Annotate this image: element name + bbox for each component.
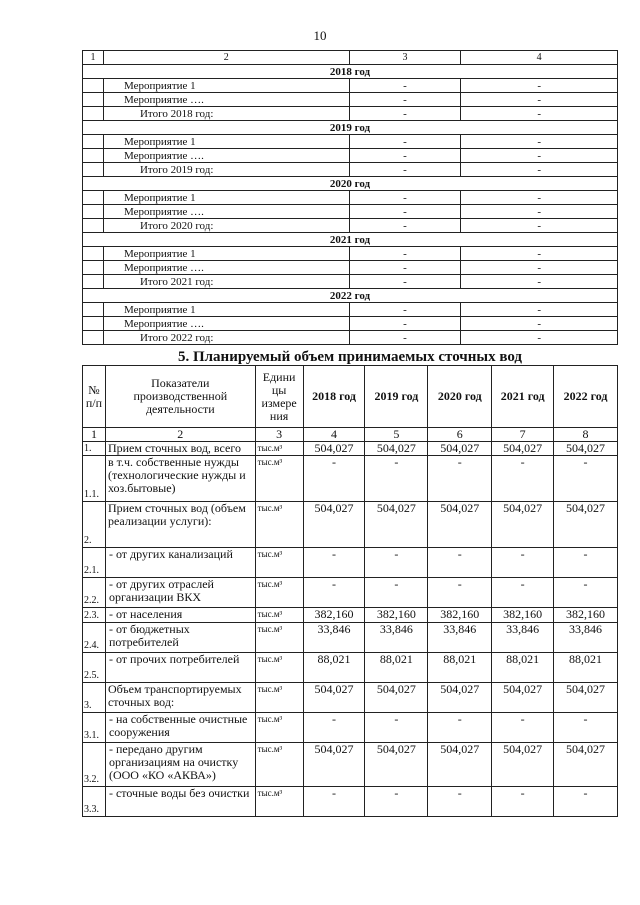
- header-year: 2022 год: [554, 366, 618, 428]
- row-value: 504,027: [303, 502, 365, 548]
- row-value: -: [365, 787, 428, 817]
- row-unit: тыс.м³: [255, 608, 303, 623]
- total-row: [83, 107, 618, 121]
- row-indicator: - от других канализаций: [105, 548, 255, 578]
- value-cell: -: [349, 261, 461, 275]
- row-unit: тыс.м³: [255, 713, 303, 743]
- row-value: 382,160: [554, 608, 618, 623]
- value-cell: -: [461, 107, 618, 121]
- row-unit: тыс.м³: [255, 653, 303, 683]
- value-cell: -: [461, 317, 618, 331]
- row-value: -: [554, 578, 618, 608]
- measure-name: Мероприятие ….: [103, 317, 349, 331]
- row-value: -: [428, 713, 492, 743]
- column-number-row: [83, 428, 618, 442]
- value-cell: -: [349, 331, 461, 345]
- row-value: 504,027: [554, 683, 618, 713]
- row-value: 504,027: [303, 743, 365, 787]
- row-number: 1.: [83, 442, 106, 456]
- value-cell: -: [461, 247, 618, 261]
- measure-row: [83, 261, 618, 275]
- value-cell: -: [461, 275, 618, 289]
- measure-name: Итого 2022 год:: [103, 331, 349, 345]
- value-cell: -: [349, 205, 461, 219]
- value-cell: -: [349, 107, 461, 121]
- table-row: [83, 578, 618, 608]
- column-number: 8: [554, 428, 618, 442]
- row-value: -: [554, 548, 618, 578]
- row-value: 382,160: [428, 608, 492, 623]
- column-number: 6: [428, 428, 492, 442]
- row-unit: тыс.м³: [255, 787, 303, 817]
- value-cell: -: [349, 219, 461, 233]
- header-year: 2018 год: [303, 366, 365, 428]
- row-value: 504,027: [428, 442, 492, 456]
- row-value: 382,160: [303, 608, 365, 623]
- row-value: -: [303, 456, 365, 502]
- value-cell: -: [349, 317, 461, 331]
- table-row: [83, 608, 618, 623]
- header-year: 2021 год: [492, 366, 554, 428]
- row-number: 2.5.: [83, 653, 106, 683]
- row-value: -: [303, 713, 365, 743]
- value-cell: -: [349, 163, 461, 177]
- empty-cell: [83, 317, 104, 331]
- total-row: [83, 331, 618, 345]
- column-number: 5: [365, 428, 428, 442]
- row-value: 382,160: [365, 608, 428, 623]
- table-header-row: [83, 366, 618, 428]
- row-unit: тыс.м³: [255, 683, 303, 713]
- row-value: -: [428, 456, 492, 502]
- measure-row: [83, 303, 618, 317]
- table-row: [83, 743, 618, 787]
- value-cell: -: [461, 303, 618, 317]
- row-value: 504,027: [492, 502, 554, 548]
- table-row: [83, 653, 618, 683]
- empty-cell: [83, 219, 104, 233]
- row-number: 2.2.: [83, 578, 106, 608]
- row-value: 504,027: [554, 442, 618, 456]
- value-cell: -: [349, 275, 461, 289]
- row-indicator: - от бюджетных потребителей: [105, 623, 255, 653]
- row-indicator: - от населения: [105, 608, 255, 623]
- table-row: [83, 548, 618, 578]
- table-header-row: [83, 51, 618, 65]
- row-value: -: [303, 787, 365, 817]
- row-unit: тыс.м³: [255, 442, 303, 456]
- measure-row: [83, 317, 618, 331]
- measure-name: Мероприятие 1: [103, 79, 349, 93]
- row-value: 33,846: [492, 623, 554, 653]
- value-cell: -: [461, 205, 618, 219]
- header-cell: 2: [103, 51, 349, 65]
- table-row: [83, 683, 618, 713]
- row-value: 88,021: [428, 653, 492, 683]
- year-row: [83, 233, 618, 247]
- row-value: 504,027: [428, 502, 492, 548]
- measure-name: Мероприятие 1: [103, 135, 349, 149]
- empty-cell: [83, 275, 104, 289]
- measure-name: Мероприятие ….: [103, 205, 349, 219]
- row-value: 504,027: [554, 502, 618, 548]
- row-value: 504,027: [492, 442, 554, 456]
- table-row: [83, 787, 618, 817]
- row-number: 2.4.: [83, 623, 106, 653]
- row-value: 504,027: [428, 743, 492, 787]
- year-heading: 2021 год: [83, 233, 618, 247]
- row-value: -: [554, 787, 618, 817]
- header-cell: 3: [349, 51, 461, 65]
- row-value: 88,021: [492, 653, 554, 683]
- row-value: -: [303, 548, 365, 578]
- year-row: [83, 121, 618, 135]
- row-value: 88,021: [303, 653, 365, 683]
- row-value: -: [365, 578, 428, 608]
- row-indicator: - от других отраслей организации ВКХ: [105, 578, 255, 608]
- row-unit: тыс.м³: [255, 548, 303, 578]
- table-row: [83, 442, 618, 456]
- value-cell: -: [461, 93, 618, 107]
- row-value: -: [492, 578, 554, 608]
- row-indicator: Объем транспортируемых сточных вод:: [105, 683, 255, 713]
- measure-name: Итого 2018 год:: [103, 107, 349, 121]
- measure-name: Мероприятие ….: [103, 261, 349, 275]
- section-5-title: 5. Планируемый объем принимаемых сточных вод: [177, 349, 523, 365]
- row-unit: тыс.м³: [255, 502, 303, 548]
- table-row: [83, 623, 618, 653]
- header-unit: Едини цы измере ния: [255, 366, 303, 428]
- row-indicator: Прием сточных вод, всего: [105, 442, 255, 456]
- empty-cell: [83, 149, 104, 163]
- measure-row: [83, 93, 618, 107]
- value-cell: -: [349, 149, 461, 163]
- year-row: [83, 289, 618, 303]
- value-cell: -: [349, 247, 461, 261]
- table-row: [83, 502, 618, 548]
- row-number: 3.: [83, 683, 106, 713]
- row-value: 88,021: [554, 653, 618, 683]
- row-value: 33,846: [554, 623, 618, 653]
- header-no: № п/п: [83, 366, 106, 428]
- row-indicator: Прием сточных вод (объем реализации услуги):: [105, 502, 255, 548]
- measure-name: Итого 2019 год:: [103, 163, 349, 177]
- column-number: 3: [255, 428, 303, 442]
- empty-cell: [83, 205, 104, 219]
- row-value: 504,027: [303, 683, 365, 713]
- row-indicator: - на собственные очистные сооружения: [105, 713, 255, 743]
- measure-row: [83, 205, 618, 219]
- value-cell: -: [461, 163, 618, 177]
- row-value: -: [303, 578, 365, 608]
- header-cell: 4: [461, 51, 618, 65]
- header-year: 2019 год: [365, 366, 428, 428]
- measures-table: [82, 50, 618, 345]
- row-value: -: [428, 548, 492, 578]
- row-value: 88,021: [365, 653, 428, 683]
- value-cell: -: [349, 191, 461, 205]
- year-heading: 2020 год: [83, 177, 618, 191]
- value-cell: -: [349, 93, 461, 107]
- row-number: 3.2.: [83, 743, 106, 787]
- row-indicator: в т.ч. собственные нужды (технологические нужды и хоз.бытовые): [105, 456, 255, 502]
- measure-row: [83, 79, 618, 93]
- row-unit: тыс.м³: [255, 623, 303, 653]
- row-value: 504,027: [365, 743, 428, 787]
- value-cell: -: [461, 79, 618, 93]
- row-value: 504,027: [365, 502, 428, 548]
- year-row: [83, 65, 618, 79]
- measure-name: Мероприятие 1: [103, 191, 349, 205]
- row-value: 504,027: [303, 442, 365, 456]
- empty-cell: [83, 107, 104, 121]
- row-value: -: [554, 456, 618, 502]
- empty-cell: [83, 135, 104, 149]
- row-value: 33,846: [428, 623, 492, 653]
- value-cell: -: [461, 149, 618, 163]
- measure-row: [83, 149, 618, 163]
- row-value: 504,027: [492, 743, 554, 787]
- row-value: -: [365, 548, 428, 578]
- value-cell: -: [461, 191, 618, 205]
- measure-row: [83, 247, 618, 261]
- measure-name: Итого 2021 год:: [103, 275, 349, 289]
- year-heading: 2018 год: [83, 65, 618, 79]
- empty-cell: [83, 93, 104, 107]
- row-value: 504,027: [492, 683, 554, 713]
- row-number: 2.3.: [83, 608, 106, 623]
- row-value: -: [365, 456, 428, 502]
- row-value: -: [428, 578, 492, 608]
- empty-cell: [83, 247, 104, 261]
- measure-row: [83, 191, 618, 205]
- row-value: -: [492, 456, 554, 502]
- row-value: 382,160: [492, 608, 554, 623]
- row-value: -: [554, 713, 618, 743]
- row-value: 33,846: [365, 623, 428, 653]
- empty-cell: [83, 163, 104, 177]
- empty-cell: [83, 303, 104, 317]
- row-unit: тыс.м³: [255, 578, 303, 608]
- row-value: -: [492, 713, 554, 743]
- table-row: [83, 713, 618, 743]
- measure-name: Мероприятие 1: [103, 247, 349, 261]
- row-indicator: - сточные воды без очистки: [105, 787, 255, 817]
- wastewater-volume-table: [82, 365, 618, 817]
- value-cell: -: [349, 135, 461, 149]
- total-row: [83, 275, 618, 289]
- header-year: 2020 год: [428, 366, 492, 428]
- row-number: 2.1.: [83, 548, 106, 578]
- row-unit: тыс.м³: [255, 743, 303, 787]
- header-cell: 1: [83, 51, 104, 65]
- header-indicator: Показатели производственной деятельности: [105, 366, 255, 428]
- row-value: -: [428, 787, 492, 817]
- row-value: 33,846: [303, 623, 365, 653]
- measure-name: Итого 2020 год:: [103, 219, 349, 233]
- row-value: 504,027: [365, 683, 428, 713]
- row-value: 504,027: [428, 683, 492, 713]
- column-number: 7: [492, 428, 554, 442]
- empty-cell: [83, 331, 104, 345]
- row-indicator: - передано другим организациям на очистку (ООО «КО «АКВА»): [105, 743, 255, 787]
- year-heading: 2019 год: [83, 121, 618, 135]
- row-value: -: [492, 787, 554, 817]
- row-value: 504,027: [365, 442, 428, 456]
- row-number: 3.3.: [83, 787, 106, 817]
- value-cell: -: [461, 261, 618, 275]
- year-row: [83, 177, 618, 191]
- table-row: [83, 456, 618, 502]
- measure-name: Мероприятие ….: [103, 93, 349, 107]
- value-cell: -: [461, 135, 618, 149]
- empty-cell: [83, 79, 104, 93]
- column-number: 2: [105, 428, 255, 442]
- total-row: [83, 163, 618, 177]
- total-row: [83, 219, 618, 233]
- empty-cell: [83, 261, 104, 275]
- row-number: 1.1.: [83, 456, 106, 502]
- column-number: 4: [303, 428, 365, 442]
- value-cell: -: [461, 219, 618, 233]
- empty-cell: [83, 191, 104, 205]
- column-number: 1: [83, 428, 106, 442]
- measure-name: Мероприятие 1: [103, 303, 349, 317]
- row-value: -: [492, 548, 554, 578]
- row-number: 2.: [83, 502, 106, 548]
- measure-row: [83, 135, 618, 149]
- row-number: 3.1.: [83, 713, 106, 743]
- row-value: -: [365, 713, 428, 743]
- measure-name: Мероприятие ….: [103, 149, 349, 163]
- value-cell: -: [461, 331, 618, 345]
- page-number: 10: [313, 28, 327, 43]
- value-cell: -: [349, 303, 461, 317]
- year-heading: 2022 год: [83, 289, 618, 303]
- row-value: 504,027: [554, 743, 618, 787]
- row-indicator: - от прочих потребителей: [105, 653, 255, 683]
- row-unit: тыс.м³: [255, 456, 303, 502]
- value-cell: -: [349, 79, 461, 93]
